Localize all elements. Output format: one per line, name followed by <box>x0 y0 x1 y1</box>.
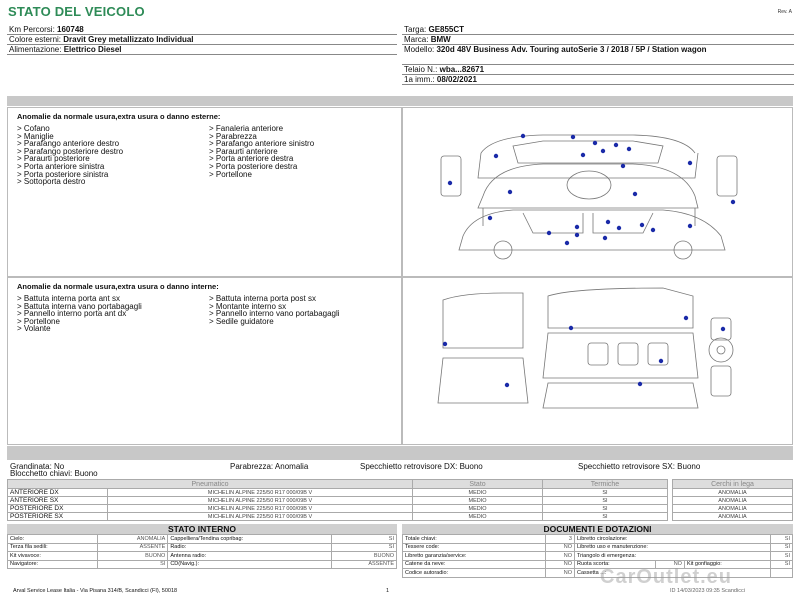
list-item: > Volante <box>17 324 51 334</box>
page-number: 1 <box>386 588 390 594</box>
damage-marker <box>593 141 597 145</box>
table-row <box>8 513 793 521</box>
fuel-value: Elettrico Diesel <box>63 45 122 54</box>
list-item: > Cofano <box>17 124 50 133</box>
cell-value: SI <box>770 535 792 544</box>
damage-marker <box>508 190 512 194</box>
damage-marker <box>606 220 610 224</box>
cell-value: NO <box>546 552 575 561</box>
cell-value: NO <box>546 569 575 578</box>
cell-label: CD(Navig.): <box>168 560 332 569</box>
page-title: STATO DEL VEICOLO <box>8 4 145 19</box>
exterior-anomalies-title: Anomalie da normale usura,extra usura o danno esterne: <box>17 112 221 121</box>
stato-header: Stato <box>413 480 543 489</box>
cell-value: SI <box>770 543 792 552</box>
damage-marker <box>659 359 663 363</box>
color-value: Dravit Grey metallizzato Individual <box>63 35 194 44</box>
damage-marker <box>565 241 569 245</box>
rear-view <box>717 156 737 196</box>
km-row <box>7 25 397 35</box>
damage-marker <box>575 233 579 237</box>
footer-id: ID 14/03/2023 09:35 Scandicci <box>670 588 745 594</box>
interior-anomalies-title: Anomalie da normale usura,extra usura o danno interne: <box>17 282 219 291</box>
cell-label: Cielo: <box>8 535 98 544</box>
mirror-sx-status: Specchietto retrovisore SX: Buono <box>578 462 701 471</box>
tyres-table <box>7 479 793 521</box>
color-row <box>7 35 397 45</box>
immatricolazione-value: 08/02/2021 <box>436 75 477 84</box>
cell-value: SI <box>332 543 397 552</box>
list-item: > Porta posteriore destra <box>209 161 298 171</box>
list-item: > Porta posteriore sinistra <box>17 169 109 179</box>
cell-value: NO <box>546 560 575 569</box>
list-item: > Battuta interna porta post sx <box>209 294 316 303</box>
tyre-position: POSTERIORE DX <box>8 505 108 513</box>
stato-interno-panel <box>7 524 397 569</box>
section-divider <box>7 96 793 106</box>
damage-marker <box>571 135 575 139</box>
cell-value: ANOMALIA <box>97 535 167 544</box>
list-item: > Portellone <box>209 169 252 179</box>
exterior-list-col2 <box>209 125 401 186</box>
cell-label: Navigatore: <box>8 560 98 569</box>
mirror-dx-status: Specchietto retrovisore DX: Buono <box>360 462 483 471</box>
list-item: > Maniglie <box>17 131 54 141</box>
damage-marker <box>448 181 452 185</box>
table-row <box>8 497 793 505</box>
cell-value: BUONO <box>332 552 397 561</box>
tyre-cerchi: ANOMALIA <box>673 489 793 497</box>
cell-value: BUONO <box>97 552 167 561</box>
damage-marker <box>575 225 579 229</box>
damage-marker <box>505 383 509 387</box>
tyres-header: Pneumatico <box>8 480 413 489</box>
tyre-position: POSTERIORE SX <box>8 513 108 521</box>
damage-marker <box>721 327 725 331</box>
table-row <box>8 505 793 513</box>
tyre-model: MICHELIN ALPINE 225/50 R17 000/09B V <box>108 513 413 521</box>
list-item: > Parafango anteriore destro <box>17 139 120 149</box>
parabrezza-status: Parabrezza: Anomalia <box>230 462 309 471</box>
cell-label: Kit vivavoce: <box>8 552 98 561</box>
exterior-list-col1 <box>17 125 209 186</box>
cell-label: Cassetta ...: <box>574 569 770 578</box>
tyre-model: MICHELIN ALPINE 225/50 R17 000/09B V <box>108 497 413 505</box>
termiche-header: Termiche <box>543 480 668 489</box>
cell-value: NO <box>546 543 575 552</box>
front-view <box>441 156 461 196</box>
table-row <box>8 543 397 552</box>
list-item: > Parafango posteriore destro <box>17 146 124 156</box>
table-row <box>403 552 793 561</box>
telaio-value: wba...82671 <box>439 65 485 74</box>
damage-marker <box>621 164 625 168</box>
damage-marker <box>640 223 644 227</box>
damage-marker <box>633 192 637 196</box>
cell-label: Triangolo di emergenza: <box>574 552 770 561</box>
watermark-logo: CarOutlet.eu <box>600 566 733 588</box>
tyre-position: ANTERIORE DX <box>8 489 108 497</box>
cell-label: Radio: <box>168 543 332 552</box>
tyre-cerchi: ANOMALIA <box>673 513 793 521</box>
tyre-stato: MEDIO <box>413 489 543 497</box>
list-item: > Battuta interna vano portabagagli <box>17 301 142 311</box>
cerchi-header: Cerchi in lega <box>673 480 793 489</box>
cell-label: Cappelliera/Tendina copribag: <box>168 535 332 544</box>
cell-label: Libretto circolazione: <box>574 535 770 544</box>
table-row <box>8 560 397 569</box>
vehicle-info-left <box>7 25 397 94</box>
cell-value: NO <box>656 560 685 569</box>
damage-marker <box>731 200 735 204</box>
tyre-termiche: SI <box>543 513 668 521</box>
list-item: > Portellone <box>17 316 60 326</box>
tyre-termiche: SI <box>543 497 668 505</box>
tyre-model: MICHELIN ALPINE 225/50 R17 000/09B V <box>108 505 413 513</box>
modello-value: 320d 48V Business Adv. Touring autoSerie 3 / 2018 / 5P / Station wagon <box>436 45 707 54</box>
cell-label: Catene da neve: <box>403 560 546 569</box>
telaio-label: Telaio N.: <box>404 65 438 74</box>
tyre-cerchi: ANOMALIA <box>673 505 793 513</box>
cell-label: Totale chiavi: <box>403 535 546 544</box>
list-item: > Fanaleria anteriore <box>209 124 284 133</box>
marca-value: BMW <box>430 35 451 44</box>
marca-label: Marca: <box>404 35 429 44</box>
damage-marker <box>494 154 498 158</box>
damage-marker <box>614 143 618 147</box>
damage-marker <box>684 316 688 320</box>
interior-anomalies <box>7 277 402 445</box>
stato-interno-title: STATO INTERNO <box>7 524 397 534</box>
targa-row <box>402 25 794 35</box>
tyre-stato: MEDIO <box>413 497 543 505</box>
list-item: > Battuta interna porta ant sx <box>17 294 120 303</box>
cell-label: Terza fila sedili: <box>8 543 98 552</box>
damage-marker <box>638 382 642 386</box>
cell-value: SI <box>770 560 792 569</box>
interior-list-col2 <box>209 295 401 333</box>
cell-value: ASSENTE <box>332 560 397 569</box>
km-label: Km Percorsi: <box>9 25 55 34</box>
fuel-row <box>7 45 397 55</box>
list-item: > Paraurti posteriore <box>17 154 90 164</box>
cell-label: Tessere code: <box>403 543 546 552</box>
interior-damage-markers <box>443 316 725 387</box>
damage-marker <box>547 231 551 235</box>
cell-value: 3 <box>546 535 575 544</box>
cell-value: SI <box>770 552 792 561</box>
table-row <box>403 560 793 569</box>
damage-marker <box>521 134 525 138</box>
cell-label: Libretto uso e manutenzione: <box>574 543 770 552</box>
list-item: > Porta anteriore destra <box>209 154 294 164</box>
revision-label: Rev. A <box>777 9 792 15</box>
damage-marker <box>617 226 621 230</box>
targa-label: Targa: <box>404 25 427 34</box>
damage-marker <box>688 161 692 165</box>
interior-diagram-panel <box>402 277 793 445</box>
top-outline <box>481 135 695 153</box>
immatricolazione-row <box>402 75 794 85</box>
list-item: > Pannello interno porta ant dx <box>17 309 127 319</box>
damage-marker <box>603 236 607 240</box>
damage-marker <box>651 228 655 232</box>
table-row <box>8 535 397 544</box>
footer-address: Arval Service Lease Italia - Via Pisana 314/B, Scandicci (FI), 50018 <box>13 588 178 594</box>
documenti-table <box>402 534 793 578</box>
immatricolazione-label: 1a imm.: <box>404 75 435 84</box>
tyre-stato: MEDIO <box>413 505 543 513</box>
list-item: > Sedile guidatore <box>209 316 274 326</box>
targa-value: GE855CT <box>428 25 465 34</box>
list-item: > Parafango anteriore sinistro <box>209 139 315 149</box>
tyre-termiche: SI <box>543 489 668 497</box>
km-value: 160748 <box>57 25 84 34</box>
list-item: > Paraurti anteriore <box>209 146 278 156</box>
list-item: > Porta anteriore sinistra <box>17 161 105 171</box>
damage-marker <box>443 342 447 346</box>
cell-value: SI <box>97 560 167 569</box>
documenti-title: DOCUMENTI E DOTAZIONI <box>402 524 793 534</box>
damage-marker <box>581 153 585 157</box>
interior-list-col1 <box>17 295 209 333</box>
damage-marker <box>688 224 692 228</box>
cell-label: Libretto garanzia/service: <box>403 552 546 561</box>
steering-wheel <box>709 338 733 362</box>
table-row <box>403 543 793 552</box>
cell-label: Ruota scorta: <box>574 560 655 569</box>
cell-value: SI <box>332 535 397 544</box>
interior-car-diagram <box>403 278 794 446</box>
cell-label: Antenna radio: <box>168 552 332 561</box>
tyre-model: MICHELIN ALPINE 225/50 R17 000/09B V <box>108 489 413 497</box>
grandinata-status: Grandinata: No <box>10 462 65 471</box>
color-label: Colore esterni: <box>9 35 62 44</box>
table-row <box>8 552 397 561</box>
list-item: > Sottoporta destro <box>17 177 86 187</box>
cell-value: ASSENTE <box>97 543 167 552</box>
table-row <box>403 569 793 578</box>
cell-value <box>770 569 792 578</box>
tyre-cerchi: ANOMALIA <box>673 497 793 505</box>
exterior-diagram-panel <box>402 107 793 277</box>
exterior-anomalies <box>7 107 402 277</box>
telaio-row <box>402 65 794 75</box>
tyre-stato: MEDIO <box>413 513 543 521</box>
modello-label: Modello: <box>404 45 435 54</box>
marca-row <box>402 35 794 45</box>
list-item: > Pannello interno vano portabagagli <box>209 309 340 319</box>
tyre-position: ANTERIORE SX <box>8 497 108 505</box>
status-divider <box>7 446 793 460</box>
fuel-label: Alimentazione: <box>9 45 62 54</box>
vehicle-info-right <box>402 25 794 94</box>
table-row <box>8 489 793 497</box>
exterior-car-diagram <box>403 108 794 278</box>
damage-marker <box>627 147 631 151</box>
list-item: > Parabrezza <box>209 131 257 141</box>
cell-label: Kit gonfiaggio: <box>684 560 770 569</box>
damage-marker <box>488 216 492 220</box>
damage-marker <box>569 326 573 330</box>
tyre-termiche: SI <box>543 505 668 513</box>
key-block-status: Blocchetto chiavi: Buono <box>10 469 98 478</box>
list-item: > Montante interno sx <box>209 301 287 311</box>
cell-label: Codice autoradio: <box>403 569 546 578</box>
documenti-panel <box>402 524 793 578</box>
stato-interno-table <box>7 534 397 569</box>
modello-row <box>402 45 794 65</box>
damage-marker <box>601 149 605 153</box>
table-row <box>403 535 793 544</box>
